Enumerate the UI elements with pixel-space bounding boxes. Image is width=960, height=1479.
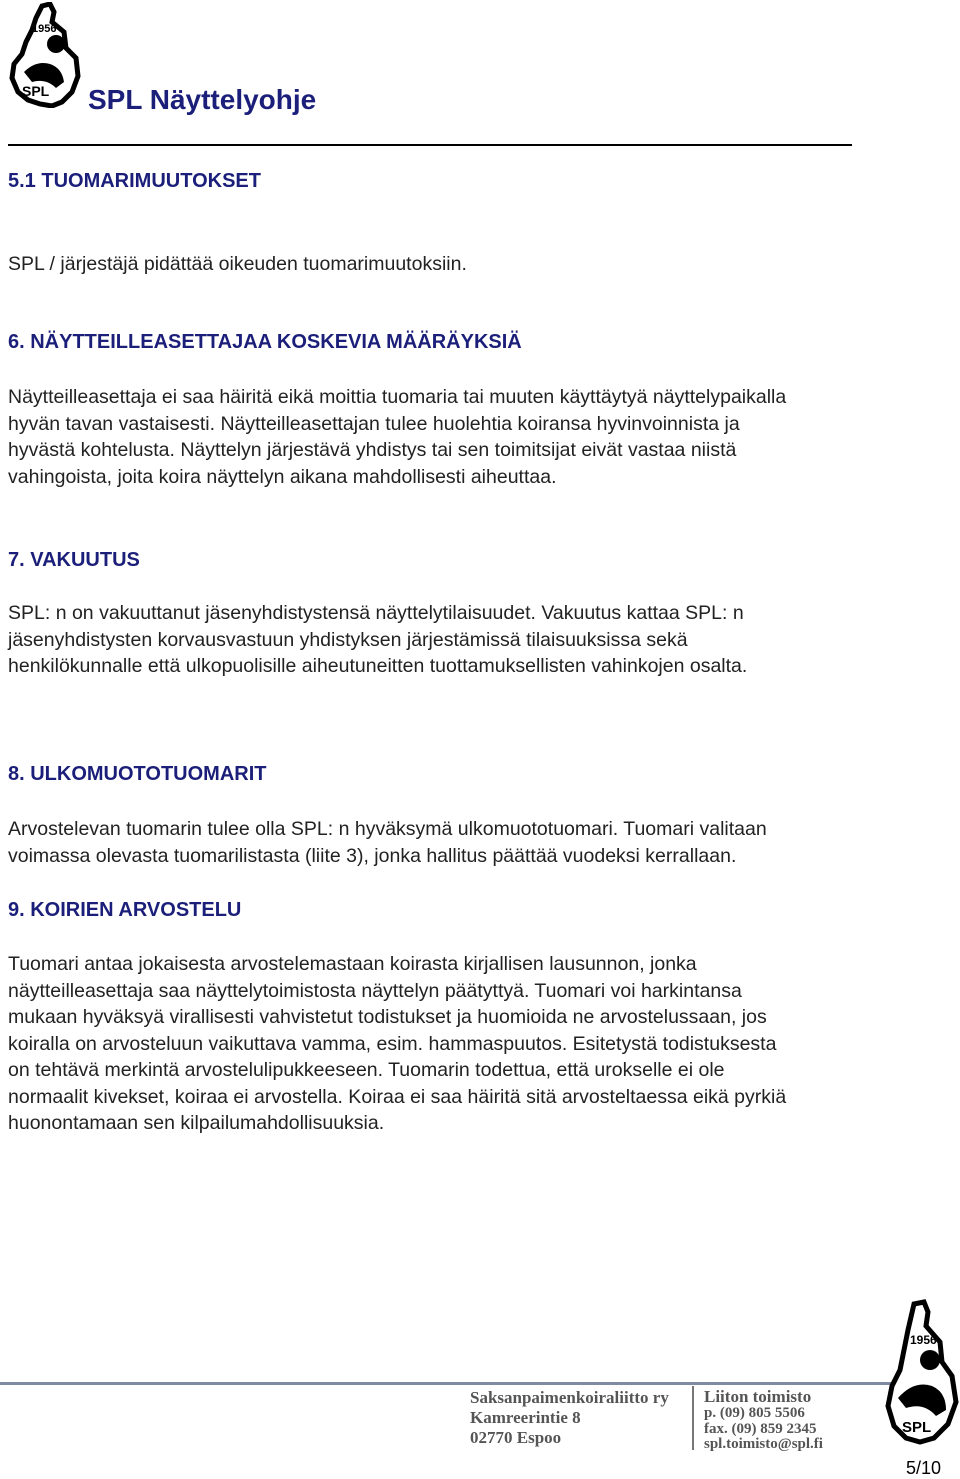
logo-bottom-year-text: 1956 — [910, 1333, 937, 1347]
text-line: huonontamaan sen kilpailumahdollisuuksia. — [8, 1112, 385, 1134]
footer-fax: fax. (09) 859 2345 — [704, 1420, 817, 1437]
section-heading-6: 6. NÄYTTEILLEASETTAJAA KOSKEVIA MÄÄRÄYKSIÄ — [8, 331, 522, 353]
text-line: koiralla on arvosteluun vaikuttava vamma, esim. hammaspuutos. Esitetystä todistuksesta — [8, 1032, 777, 1055]
text-line: SPL: n on vakuuttanut jäsenyhdistystensä näyttelytilaisuudet. Vakuutus kattaa SPL: n — [8, 602, 744, 624]
footer-street: Kamreerintie 8 — [470, 1408, 581, 1427]
text-line: mukaan hyväksyä virallisesti vahvistetut todistukset ja huomioida ne arvostelussaan, jos — [8, 1006, 767, 1028]
text-line: on tehtävä merkintä arvostelulipukkeeseen. Tuomarin todettua, että urokselle ei ole — [8, 1059, 725, 1081]
title-divider — [8, 144, 852, 146]
section-text-9 — [8, 951, 948, 1137]
section-text-8 — [8, 816, 948, 869]
footer-postal: 02770 Espoo — [470, 1428, 562, 1447]
footer-divider — [0, 1382, 900, 1385]
text-line: voimassa olevasta tuomarilistasta (liite 3), jonka hallitus päättää vuodeksi kerrallaan. — [8, 844, 737, 867]
footer-email: spl.toimisto@spl.fi — [704, 1436, 823, 1452]
text-line: normaalit kivekset, koiraa ei arvostella. Koiraa ei saa häiritä sitä arvosteltaessa eikä pyrkiä — [8, 1085, 787, 1108]
section-heading-5-1: 5.1 TUOMARIMUUTOKSET — [8, 170, 261, 192]
footer-phone: p. (09) 805 5506 — [704, 1405, 805, 1421]
text-line: hyvän tavan vastaisesti. Näytteilleasettajan tulee huolehtia koiransa hyvinvoinnista ja — [8, 412, 740, 435]
footer-organization — [470, 1388, 669, 1448]
text-line: SPL / järjestäjä pidättää oikeuden tuomarimuutoksiin. — [8, 253, 467, 275]
text-line: näytteilleasettaja saa näyttelytoimistosta näyttelyn päätyttyä. Tuomari voi harkintansa — [8, 979, 742, 1002]
section-heading-8: 8. ULKOMUOTOTUOMARIT — [8, 763, 267, 785]
logo-year-text: 1956 — [32, 23, 57, 35]
footer-org-name: Saksanpaimenkoiraliitto ry — [470, 1388, 669, 1407]
text-line: Tuomari antaa jokaisesta arvostelemastaan koirasta kirjallisen lausunnon, jonka — [8, 953, 697, 975]
section-text-6 — [8, 384, 948, 490]
document-title: SPL Näyttelyohje — [88, 84, 317, 115]
footer-contact — [704, 1388, 823, 1453]
logo-bottom-text: SPL — [902, 1419, 932, 1436]
spl-logo-bottom — [884, 1298, 960, 1446]
spl-logo-top — [6, 2, 82, 108]
text-line: henkilökunnalle että ulkopuolisille aiheutuneitten tuottamuksellisten vahinkojen osalta. — [8, 655, 748, 677]
logo-text: SPL — [22, 83, 50, 99]
text-line: jäsenyhdistysten korvausvastuun yhdistyksen järjestämissä tilaisuuksissa sekä — [8, 628, 688, 651]
text-line: Näytteilleasettaja ei saa häiritä eikä moittia tuomaria tai muuten käyttäytyä näyttelypaikalla — [8, 386, 787, 408]
section-text-5-1 — [8, 251, 948, 278]
page-number: 5/10 — [906, 1458, 942, 1478]
section-heading-7: 7. VAKUUTUS — [8, 549, 140, 571]
text-line: vahingoista, joita koira näyttelyn aikana mahdollisesti aiheuttaa. — [8, 465, 557, 488]
footer-vertical-divider — [692, 1386, 694, 1450]
section-heading-9: 9. KOIRIEN ARVOSTELU — [8, 899, 242, 921]
section-text-7 — [8, 600, 948, 680]
text-line: Arvostelevan tuomarin tulee olla SPL: n hyväksymä ulkomuototuomari. Tuomari valitaan — [8, 818, 767, 840]
text-line: hyvästä kohtelusta. Näyttelyn järjestävä yhdistys tai sen toimitsijat eivät vastaa niistä — [8, 439, 737, 461]
footer-contact-title: Liiton toimisto — [704, 1387, 812, 1406]
